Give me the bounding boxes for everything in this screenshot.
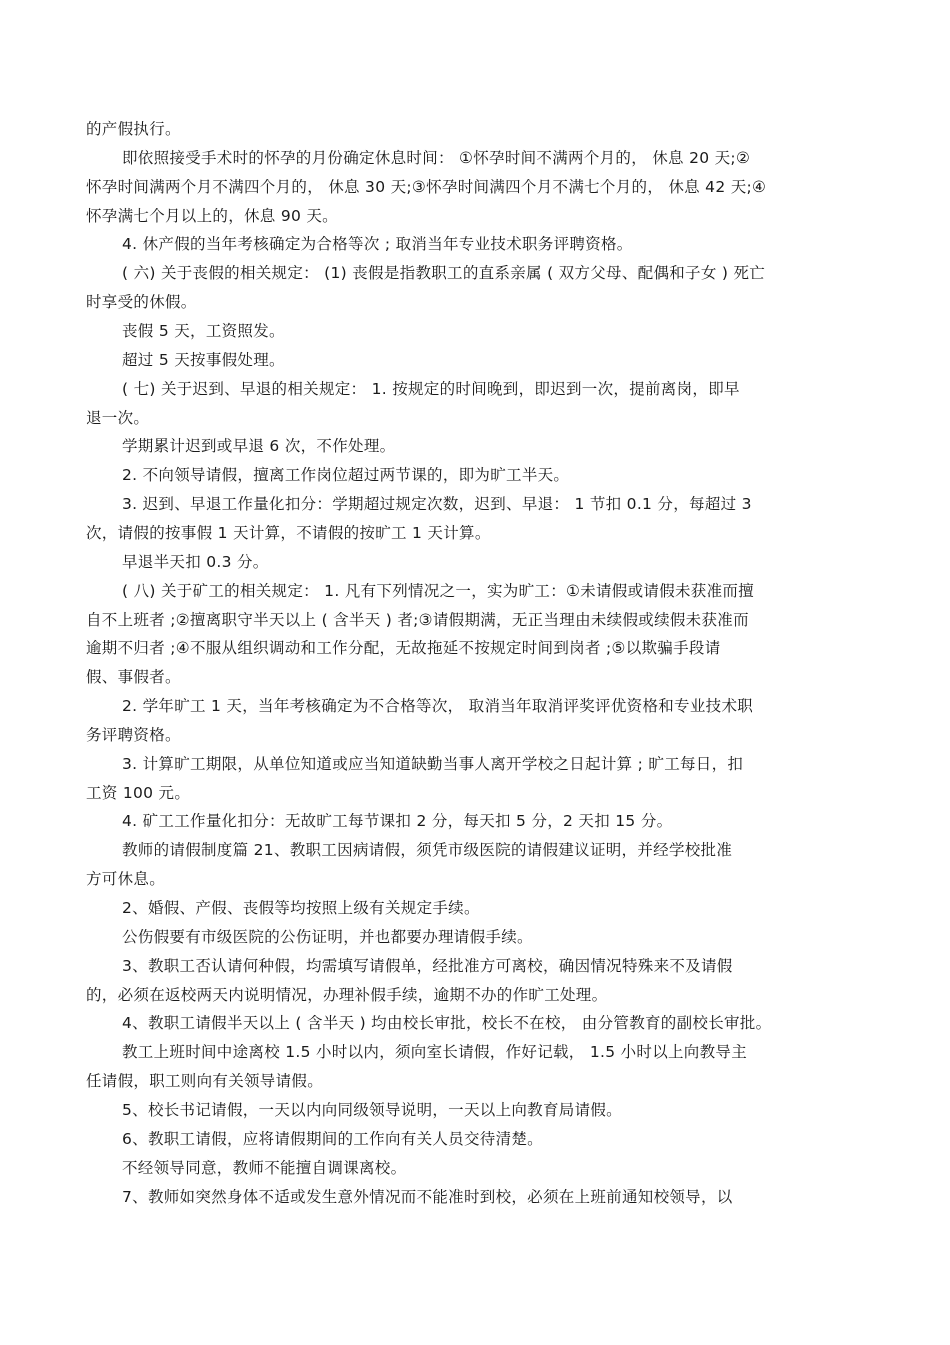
text-line: 怀孕满七个月以上的，休息 90 天。 <box>86 206 338 225</box>
text-line: ( 六) 关于丧假的相关规定： (1) 丧假是指教职工的直系亲属 ( 双方父母、配偶和子女 ) 死亡 <box>122 264 766 283</box>
text-line: 2. 不向领导请假，擅离工作岗位超过两节课的，即为旷工半天。 <box>122 466 570 485</box>
text-line: 自不上班者 ;②擅离职守半天以上 ( 含半天 ) 者;③请假期满，无正当理由未续假或续假未获准而 <box>86 610 749 629</box>
text-line: ( 七) 关于迟到、早退的相关规定： 1. 按规定的时间晚到，即迟到一次，提前离岗，即早 <box>122 379 740 398</box>
text-line: 时享受的休假。 <box>86 293 197 312</box>
text-line: 7、教师如突然身体不适或发生意外情况而不能准时到校，必须在上班前通知校领导，以 <box>122 1187 733 1206</box>
text-line: 超过 5 天按事假处理。 <box>122 350 285 369</box>
text-line: 4. 矿工工作量化扣分：无故旷工每节课扣 2 分，每天扣 5 分，2 天扣 15 分。 <box>122 812 673 831</box>
text-line: 3、教职工否认请何种假，均需填写请假单，经批准方可离校，确因情况特殊来不及请假 <box>122 956 733 975</box>
text-line: 5、校长书记请假，一天以内向同级领导说明，一天以上向教育局请假。 <box>122 1100 622 1119</box>
text-line: 学期累计迟到或早退 6 次，不作处理。 <box>122 437 396 456</box>
text-line: ( 八) 关于矿工的相关规定： 1. 凡有下列情况之一，实为旷工：①未请假或请假未获准而擅 <box>122 581 754 600</box>
text-line: 教师的请假制度篇 21、教职工因病请假，须凭市级医院的请假建议证明，并经学校批准 <box>122 841 733 860</box>
text-line: 任请假，职工则向有关领导请假。 <box>86 1072 324 1091</box>
text-line: 3. 迟到、早退工作量化扣分：学期超过规定次数，迟到、早退： 1 节扣 0.1 分，每超过 3 <box>122 495 752 514</box>
text-line: 公伤假要有市级医院的公伤证明，并也都要办理请假手续。 <box>122 927 533 946</box>
text-line: 退一次。 <box>86 408 150 427</box>
text-line: 4、教职工请假半天以上 ( 含半天 ) 均由校长审批，校长不在校， 由分管教育的副校长审批。 <box>122 1014 772 1033</box>
text-line: 4. 休产假的当年考核确定为合格等次 ; 取消当年专业技术职务评聘资格。 <box>122 235 633 254</box>
text-line: 6、教职工请假，应将请假期间的工作向有关人员交待清楚。 <box>122 1129 543 1148</box>
text-line: 不经领导同意，教师不能擅自调课离校。 <box>122 1158 407 1177</box>
text-line: 务评聘资格。 <box>86 725 181 744</box>
text-line: 的，必须在返校两天内说明情况，办理补假手续，逾期不办的作旷工处理。 <box>86 985 608 1004</box>
text-line: 假、事假者。 <box>86 668 181 687</box>
text-line: 工资 100 元。 <box>86 783 191 802</box>
text-line: 方可休息。 <box>86 870 166 889</box>
text-line: 3. 计算旷工期限，从单位知道或应当知道缺勤当事人离开学校之日起计算 ; 旷工每日，扣 <box>122 754 744 773</box>
text-line: 教工上班时间中途离校 1.5 小时以内，须向室长请假，作好记载， 1.5 小时以上向教导主 <box>122 1043 748 1062</box>
text-line: 的产假执行。 <box>86 120 181 138</box>
text-line: 逾期不归者 ;④不服从组织调动和工作分配，无故拖延不按规定时间到岗者 ;⑤以欺骗手段请 <box>86 639 721 658</box>
text-line: 早退半天扣 0.3 分。 <box>122 552 269 571</box>
text-line: 怀孕时间满两个月不满四个月的， 休息 30 天;③怀孕时间满四个月不满七个月的， 休息 42 天;④ <box>86 177 767 196</box>
text-line: 2、婚假、产假、丧假等均按照上级有关规定手续。 <box>122 899 480 917</box>
text-line: 即依照接受手术时的怀孕的月份确定休息时间： ①怀孕时间不满两个月的， 休息 20 天;② <box>122 148 751 167</box>
text-line: 2. 学年旷工 1 天，当年考核确定为不合格等次， 取消当年取消评奖评优资格和专业技术职 <box>122 697 754 715</box>
text-line: 丧假 5 天，工资照发。 <box>122 322 285 340</box>
text-line: 次，请假的按事假 1 天计算，不请假的按旷工 1 天计算。 <box>86 523 491 542</box>
